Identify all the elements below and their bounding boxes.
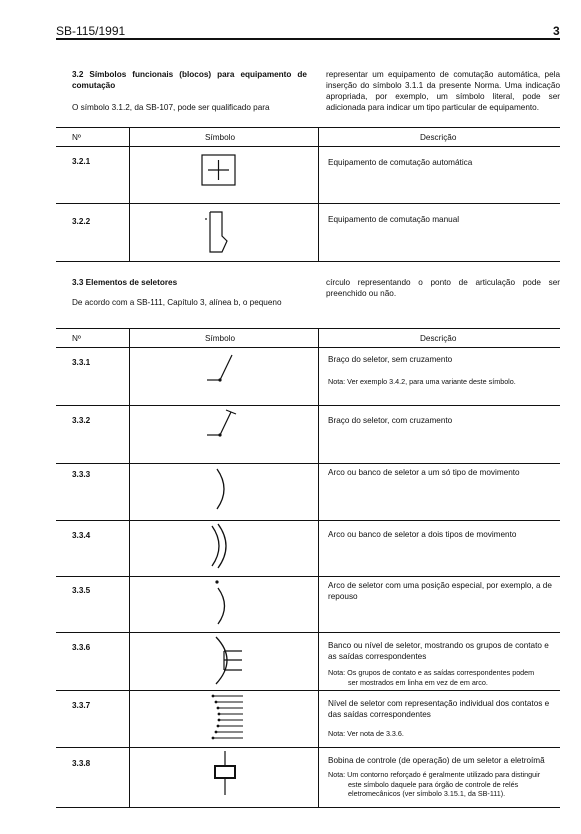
- row-description: Arco ou banco de seletor a dois tipos de movimento: [328, 530, 517, 539]
- column-header-description: Descrição: [420, 133, 457, 142]
- row-number: 3.3.3: [72, 470, 91, 479]
- row-number: 3.2.1: [72, 157, 91, 166]
- section-3-2-left-text: O símbolo 3.1.2, da SB-107, pode ser qualificado para: [72, 103, 270, 112]
- section-3-3-right-text: círculo representando o ponto de articulação pode ser preenchido ou não.: [326, 278, 560, 298]
- row-description: Equipamento de comutação manual: [328, 215, 460, 224]
- selector-bank-groups-symbol: [200, 634, 250, 688]
- document-id: SB-115/1991: [56, 24, 126, 38]
- electromagnet-coil-symbol: [205, 748, 245, 804]
- selector-arc-single-symbol: [205, 465, 235, 517]
- row-number: 3.3.2: [72, 416, 91, 425]
- row-description: Bobina de controle (de operação) de um seletor a eletroímã: [328, 756, 545, 765]
- selector-arm-crossing-symbol: [195, 405, 245, 445]
- row-number: 3.3.6: [72, 643, 91, 652]
- automatic-switching-block-symbol: [190, 150, 250, 190]
- section-3-2-heading: 3.2 Símbolos funcionais (blocos) para equipamento de comutação: [72, 70, 307, 90]
- row-description: Banco ou nível de seletor, mostrando os grupos de contato e as saídas correspondentes: [328, 641, 549, 661]
- row-number: 3.3.4: [72, 531, 91, 540]
- row-description: Braço do seletor, sem cruzamento: [328, 355, 453, 364]
- row-number: 3.3.1: [72, 358, 91, 367]
- row-description: Arco de seletor com uma posição especial, por exemplo, a de repouso: [328, 581, 552, 601]
- selector-arc-special-position-symbol: [205, 576, 235, 630]
- row-description: Arco ou banco de seletor a um só tipo de movimento: [328, 468, 520, 477]
- selector-arm-symbol: [195, 350, 245, 390]
- row-note: Nota: Ver nota de 3.3.6.: [328, 729, 404, 738]
- column-header-description: Descrição: [420, 334, 457, 343]
- column-header-symbol: Símbolo: [205, 133, 236, 142]
- row-note: Nota: Os grupos de contato e as saídas correspondentes podem ser mostrados em linha em vez de em arco.: [328, 668, 535, 687]
- column-header-number: Nº: [72, 334, 81, 343]
- manual-switching-block-symbol: [190, 207, 250, 259]
- row-number: 3.3.5: [72, 586, 91, 595]
- row-note: Nota: Ver exemplo 3.4.2, para uma variante deste símbolo.: [328, 377, 516, 386]
- column-header-number: Nº: [72, 133, 81, 142]
- row-number: 3.3.8: [72, 759, 91, 768]
- row-description: Equipamento de comutação automática: [328, 158, 473, 167]
- section-3-3-left-text: De acordo com a SB-111, Capítulo 3, alínea b, o pequeno: [72, 298, 282, 307]
- page-number: 3: [553, 24, 560, 38]
- row-number: 3.2.2: [72, 217, 91, 226]
- row-note: Nota: Um contorno reforçado é geralmente utilizado para distinguir este símbolo daquele para órgão de controle de relés eletromecânicos (ver símbolo 3.15.1, da SB-111).: [328, 770, 541, 798]
- selector-level-individual-symbol: [205, 691, 250, 745]
- section-3-3-heading: 3.3 Elementos de seletores: [72, 278, 178, 287]
- column-header-symbol: Símbolo: [205, 334, 236, 343]
- row-description: Braço do seletor, com cruzamento: [328, 416, 453, 425]
- row-number: 3.3.7: [72, 701, 91, 710]
- selector-arc-double-symbol: [205, 521, 235, 573]
- header-rule: [56, 38, 560, 40]
- section-3-2-right-text: representar um equipamento de comutação automática, pela inserção do símbolo 3.1.1 da presente Norma. Uma indicação apropriada, por exemplo, um símbolo literal, pode ser adicionada para indicar um tipo particular de equipamento.: [326, 70, 560, 112]
- row-description: Nível de seletor com representação individual dos contatos e das saídas correspondentes: [328, 699, 550, 719]
